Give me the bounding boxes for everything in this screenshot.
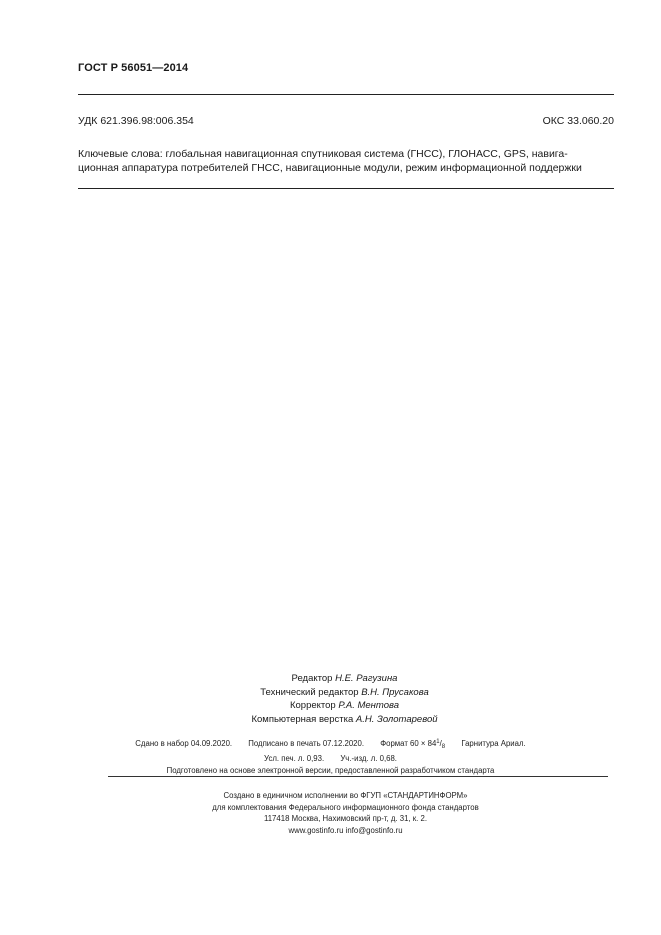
- tech-editor-credit: [28, 686, 661, 700]
- publication-info: [0, 736, 661, 777]
- footer-line-2: для комплектования Федерального информационного фонда стандартов: [212, 802, 479, 812]
- print-sheets: Усл. печ. л. 0,93.: [264, 754, 325, 763]
- corrector-name: Р.А. Ментова: [338, 700, 400, 711]
- tech-editor-label: Технический редактор: [260, 686, 359, 698]
- typeface: Гарнитура Ариал.: [461, 739, 526, 748]
- keywords-divider: [78, 188, 614, 189]
- tech-editor-name: В.Н. Прусакова: [361, 686, 429, 698]
- layout-credit: [28, 713, 661, 727]
- paper-format: Формат $60 \times 84^1/_8$: [380, 739, 446, 750]
- publication-dates-row: [0, 736, 661, 753]
- oks-code: ОКС 33.060.20: [542, 115, 614, 127]
- publication-divider: [108, 776, 608, 777]
- sheets-row: [0, 753, 661, 765]
- keywords-line-2: ционная аппаратура потребителей ГНСС, навигационные модули, режим информационной поддержки: [78, 162, 582, 174]
- footer-address: 117418 Москва, Нахимовский пр-т, д. 31, к. 2.: [263, 814, 428, 824]
- footer-line-1: Создано в единичном исполнении во ФГУП «СТАНДАРТИНФОРМ»: [223, 791, 468, 800]
- submitted-date: Сдано в набор 04.09.2020.: [135, 739, 233, 748]
- document-number: ГОСТ Р 56051—2014: [78, 62, 189, 74]
- editor-credit: [28, 672, 661, 686]
- corrector-label: Корректор: [289, 700, 336, 711]
- footer-contacts: [30, 825, 661, 837]
- credits-block: [0, 672, 661, 726]
- publisher-sheets: Уч.-изд. л. 0,68.: [340, 754, 397, 763]
- editor-label: Редактор: [291, 673, 333, 684]
- signed-date: Подписано в печать 07.12.2020.: [248, 739, 365, 748]
- layout-name: А.Н. Золотаревой: [355, 713, 438, 725]
- publisher-footer: [0, 790, 661, 837]
- prepared-note: Подготовлено на основе электронной версии, предоставленной разработчиком стандарта: [166, 766, 495, 775]
- corrector-credit: [28, 699, 661, 713]
- udc-code: УДК 621.396.98:006.354: [78, 115, 194, 127]
- keywords-line-1: Ключевые слова: глобальная навигационная спутниковая система (ГНСС), ГЛОНАСС, GPS, навига-: [78, 148, 568, 160]
- email-link[interactable]: info@gostinfo.ru: [345, 826, 403, 836]
- editor-name: Н.Е. Рагузина: [335, 673, 398, 684]
- website-link[interactable]: www.gostinfo.ru: [288, 826, 344, 836]
- layout-label: Компьютерная верстка: [251, 713, 354, 725]
- header-divider: [78, 94, 614, 95]
- keywords-block: [78, 147, 614, 175]
